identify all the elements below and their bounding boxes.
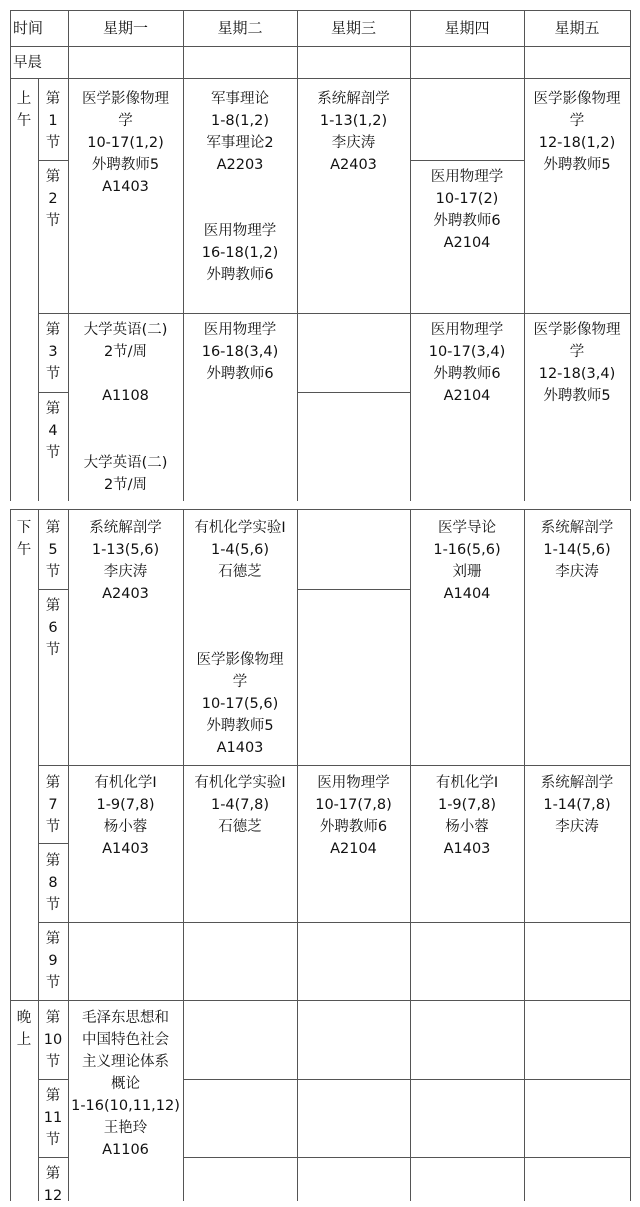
course-cell-tue-p5-6-imaging: 医学影像物理 学 10-17(5,6) 外聘教师5 A1403 [196,652,284,756]
afternoon-label: 下 午 [16,520,32,558]
course-cell-fri-p1-2: 医学影像物理 学 12-18(1,2) 外聘教师5 [533,91,621,173]
course-cell-thu-p2: 医用物理学 10-17(2) 外聘教师6 A2104 [430,169,504,251]
timetable-afternoon-section [10,509,631,1204]
timetable-morning-section [10,10,631,501]
course-cell-mon-p3-4-a: 大学英语(二) 2节/周 A1108 [83,322,168,404]
course-cell-tue-p3-4: 医用物理学 16-18(3,4) 外聘教师6 [201,322,279,382]
course-cell-fri-p3-4: 医学影像物理 学 12-18(3,4) 外聘教师5 [533,322,621,404]
header-wednesday: 星期三 [330,19,376,37]
header-thursday: 星期四 [444,19,490,37]
period-7-label: 第 7 节 [45,775,61,835]
course-cell-thu-p3-4: 医用物理学 10-17(3,4) 外聘教师6 A2104 [428,322,506,404]
header-tuesday: 星期二 [217,19,263,37]
course-cell-mon-evening: 毛泽东思想和 中国特色社会 主义理论体系 概论 1-16(10,11,12) 王艳玲 A1106 [71,1010,180,1158]
course-cell-mon-p1-2: 医学影像物理 学 10-17(1,2) 外聘教师5 A1403 [82,91,169,195]
period-11-label: 第 11 节 [43,1088,63,1148]
course-cell-tue-p5-6-lab: 有机化学实验I 1-4(5,6) 石德芝 [194,520,286,580]
course-cell-wed-p7-8: 医用物理学 10-17(7,8) 外聘教师6 A2104 [315,775,392,857]
period-6-label: 第 6 节 [45,598,61,658]
course-cell-thu-p7-8: 有机化学I 1-9(7,8) 杨小蓉 A1403 [435,775,499,857]
period-3-label: 第 3 节 [45,322,61,382]
header-time: 时间 [13,19,44,37]
period-4-label: 第 4 节 [45,401,61,461]
course-cell-fri-p7-8: 系统解剖学 1-14(7,8) 李庆涛 [540,775,614,835]
course-cell-tue-p1-2-physics: 医用物理学 16-18(1,2) 外聘教师6 [201,223,279,283]
period-8-label: 第 8 节 [45,853,61,913]
course-cell-mon-p3-4-b: 大学英语(二) 2节/周 [83,455,168,493]
course-cell-mon-p7-8: 有机化学I 1-9(7,8) 杨小蓉 A1403 [94,775,157,857]
evening-label: 晚 上 [16,1010,32,1048]
page-gap [0,501,640,509]
header-monday: 星期一 [102,19,148,37]
course-cell-fri-p5-6: 系统解剖学 1-14(5,6) 李庆涛 [540,520,614,580]
header-friday: 星期五 [554,19,600,37]
course-cell-mon-p5-6: 系统解剖学 1-13(5,6) 李庆涛 A2403 [89,520,162,602]
early-morning-label: 早晨 [13,55,42,71]
course-cell-wed-p1-2: 系统解剖学 1-13(1,2) 李庆涛 A2403 [317,91,390,173]
course-cell-tue-p1-2-military: 军事理论 1-8(1,2) 军事理论2 A2203 [206,91,274,173]
period-2-label: 第 2 节 [45,169,61,229]
period-5-label: 第 5 节 [45,520,61,580]
morning-label: 上 午 [16,91,32,129]
period-12-label: 第 12 [43,1166,63,1204]
course-cell-tue-p7-8: 有机化学实验I 1-4(7,8) 石德芝 [194,775,286,835]
period-1-label: 第 1 节 [45,91,61,151]
period-9-label: 第 9 节 [45,931,61,991]
period-10-label: 第 10 节 [43,1010,63,1070]
course-cell-thu-p5-6: 医学导论 1-16(5,6) 刘珊 A1404 [433,520,501,602]
